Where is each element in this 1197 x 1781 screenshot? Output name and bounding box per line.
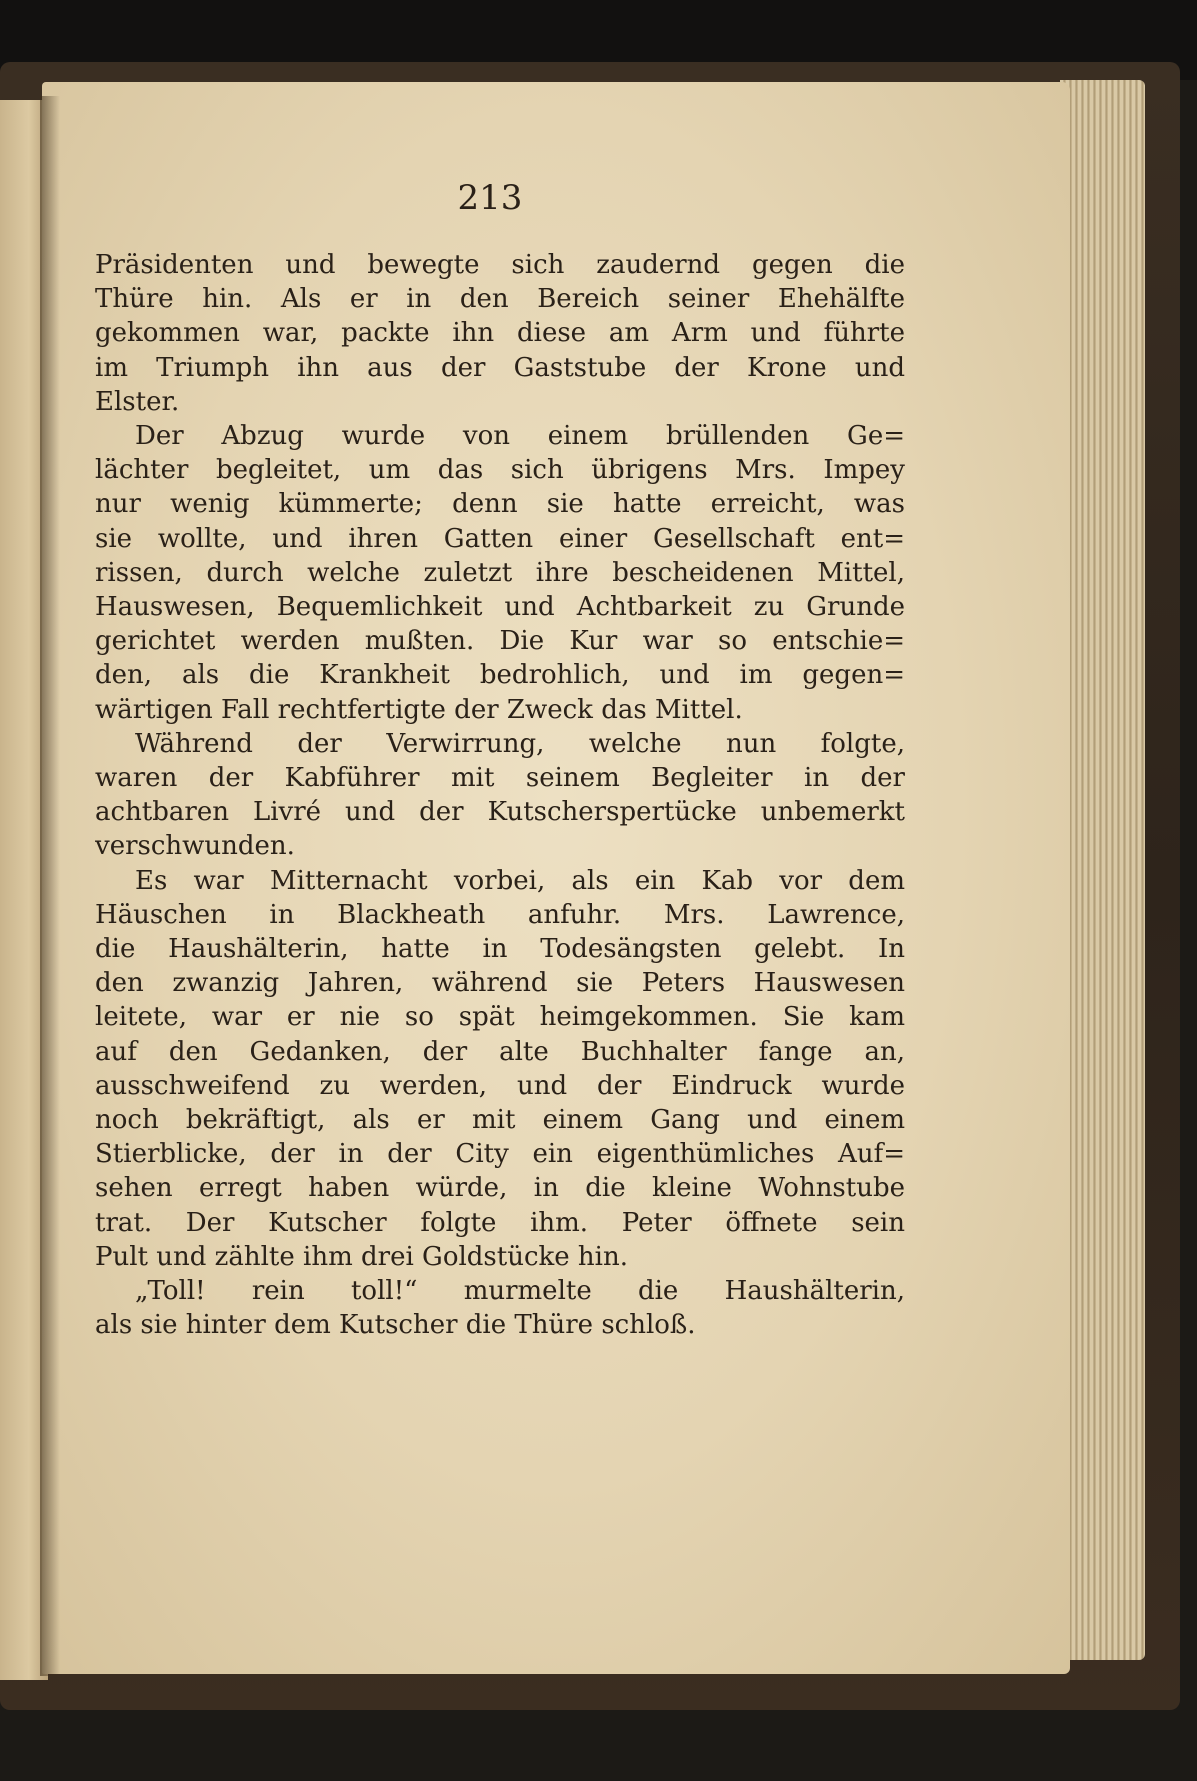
text-line: trat. Der Kutscher folgte ihm. Peter öffnete sein	[95, 1207, 905, 1238]
text-line: Stierblicke, der in der City ein eigenthümliches Auf=	[95, 1139, 905, 1170]
spine-shadow	[40, 96, 60, 1676]
page-text	[95, 248, 905, 1343]
text-line: die Haushälterin, hatte in Todesängsten gelebt. In	[95, 934, 905, 965]
text-line: Elster.	[95, 386, 180, 417]
text-line: gerichtet werden mußten. Die Kur war so entschie=	[95, 626, 905, 657]
text-line: gekommen war, packte ihn diese am Arm und führte	[95, 318, 905, 349]
text-line: leitete, war er nie so spät heimgekommen. Sie kam	[95, 1002, 905, 1033]
text-line: ausschweifend zu werden, und der Eindruck wurde	[95, 1070, 905, 1101]
text-line: „Toll! rein toll!“ murmelte die Haushälterin,	[135, 1276, 905, 1307]
text-line: den, als die Krankheit bedrohlich, und im gegen=	[95, 660, 905, 691]
text-line: sie wollte, und ihren Gatten einer Gesellschaft ent=	[95, 523, 905, 554]
text-line: im Triumph ihn aus der Gaststube der Krone und	[95, 352, 905, 383]
text-line: Der Abzug wurde von einem brüllenden Ge=	[135, 421, 905, 452]
text-line: Während der Verwirrung, welche nun folgte,	[135, 728, 905, 759]
text-line: lächter begleitet, um das sich übrigens Mrs. Impey	[95, 455, 905, 486]
text-line: Häuschen in Blackheath anfuhr. Mrs. Lawrence,	[95, 899, 905, 930]
text-line: Thüre hin. Als er in den Bereich seiner Ehehälfte	[95, 284, 905, 315]
page-edges-right	[1060, 80, 1145, 1660]
text-line: nur wenig kümmerte; denn sie hatte erreicht, was	[95, 489, 905, 520]
text-line: als sie hinter dem Kutscher die Thüre schloß.	[95, 1310, 696, 1341]
text-line: Präsidenten und bewegte sich zaudernd gegen die	[95, 250, 905, 280]
text-line: achtbaren Livré und der Kutscherspertücke unbemerkt	[95, 797, 905, 828]
text-line: den zwanzig Jahren, während sie Peters Hauswesen	[95, 968, 905, 999]
text-line: Es war Mitternacht vorbei, als ein Kab vor dem	[135, 865, 905, 896]
text-line: auf den Gedanken, der alte Buchhalter fange an,	[95, 1036, 905, 1067]
text-line: rissen, durch welche zuletzt ihre bescheidenen Mittel,	[95, 557, 905, 588]
text-line: wärtigen Fall rechtfertigte der Zweck das Mittel.	[95, 694, 743, 725]
text-line: verschwunden.	[95, 831, 295, 862]
text-line: Hauswesen, Bequemlichkeit und Achtbarkeit zu Grunde	[95, 592, 905, 623]
page-number: 213	[457, 178, 523, 218]
text-line: noch bekräftigt, als er mit einem Gang und einem	[95, 1105, 905, 1136]
text-line: Pult und zählte ihm drei Goldstücke hin.	[95, 1241, 628, 1272]
text-line: waren der Kabführer mit seinem Begleiter in der	[95, 763, 905, 794]
text-line: sehen erregt haben würde, in die kleine Wohnstube	[95, 1173, 905, 1204]
